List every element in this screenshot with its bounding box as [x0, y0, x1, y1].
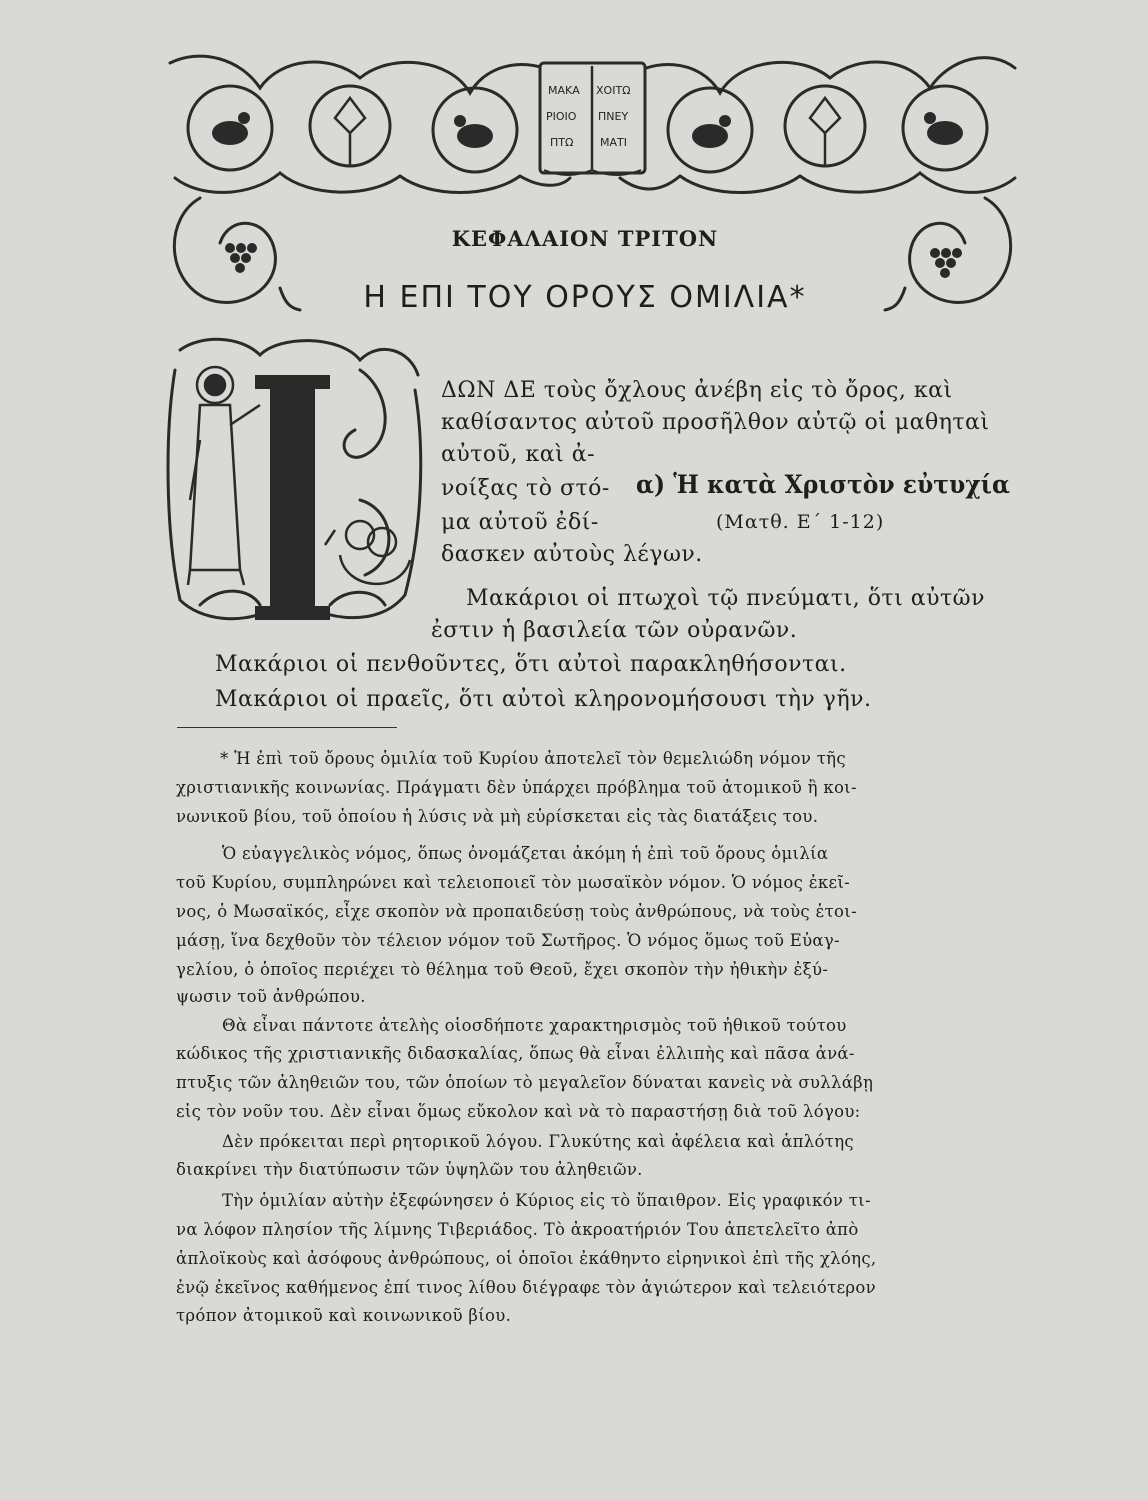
book-text-line-4: ΧΟΙΤΩ [596, 84, 631, 97]
footnote-line: τοῦ Κυρίου, συμπληρώνει καὶ τελειοποιεῖ τὸν μωσαϊκὸν νόμον. Ὁ νόμος ἐκεῖ- [176, 873, 850, 892]
footnote-line: ψωσιν τοῦ ἀνθρώπου. [176, 987, 366, 1006]
footnote-line: χριστιανικῆς κοινωνίας. Πράγματι δὲν ὑπάρχει πρόβλημα τοῦ ἀτομικοῦ ἢ κοι- [176, 778, 857, 797]
footnote-line: Δὲν πρόκειται περὶ ρητορικοῦ λόγου. Γλυκύτης καὶ ἀφέλεια καὶ ἁπλότης [222, 1132, 854, 1151]
book-text-line-1: ΜΑΚΑ [548, 84, 580, 97]
verse-line: Μακάριοι οἱ πραεῖς, ὅτι αὐτοὶ κληρονομήσουσι τὴν γῆν. [215, 687, 872, 712]
footnote-line: Ὁ εὐαγγελικὸς νόμος, ὅπως ὀνομάζεται ἀκόμη ἡ ἐπὶ τοῦ ὄρους ὁμιλία [222, 844, 829, 863]
verse-line: νοίξας τὸ στό- [441, 476, 610, 501]
footnote-line: Τὴν ὁμιλίαν αὐτὴν ἐξεφώνησεν ὁ Κύριος εἰς τὸ ὕπαιθρον. Εἰς γραφικόν τι- [222, 1191, 871, 1210]
verse-line: ΔΩΝ ΔΕ τοὺς ὄχλους ἀνέβη εἰς τὸ ὄρος, καὶ [441, 378, 953, 403]
footnote-line: διακρίνει τὴν διατύπωσιν τῶν ὑψηλῶν του ἀληθειῶν. [176, 1160, 643, 1179]
footnote-line: μάσῃ, ἵνα δεχθοῦν τὸν τέλειον νόμον τοῦ Σωτῆρος. Ὁ νόμος ὅμως τοῦ Εὐαγ- [176, 931, 840, 950]
footnote-line: τρόπον ἀτομικοῦ καὶ κοινωνικοῦ βίου. [176, 1306, 512, 1325]
footnote-line: * Ἡ ἐπὶ τοῦ ὄρους ὁμιλία τοῦ Κυρίου ἀποτελεῖ τὸν θεμελιώδη νόμον τῆς [220, 749, 846, 768]
book-text-line-6: ΜΑΤΙ [600, 136, 627, 149]
footnote-line: κώδικος τῆς χριστιανικῆς διδασκαλίας, ὅπως θὰ εἶναι ἐλλιπὴς καὶ πᾶσα ἀνά- [176, 1044, 855, 1063]
footnote-line: να λόφον πλησίον τῆς λίμνης Τιβεριάδος. Τὸ ἀκροατήριόν Του ἀπετελεῖτο ἀπὸ [176, 1220, 859, 1239]
book-text-line-5: ΠΝΕΥ [598, 110, 629, 123]
verse-line: δασκεν αὐτοὺς λέγων. [441, 542, 703, 567]
ornamental-header-frame [160, 48, 1025, 318]
book-text-line-3: ΠΤΩ [550, 136, 574, 149]
footnote-line: ἁπλοϊκοὺς καὶ ἀσόφους ἀνθρώπους, οἱ ὁποῖοι ἐκάθηντο εἰρηνικοὶ ἐπὶ τῆς χλόης, [176, 1249, 877, 1268]
footnote-line: εἰς τὸν νοῦν του. Δὲν εἶναι ὅμως εὔκολον καὶ νὰ τὸ παραστήσῃ διὰ τοῦ λόγου: [176, 1102, 861, 1121]
illuminated-initial-illustration [160, 330, 430, 630]
footnote-line: νος, ὁ Μωσαϊκός, εἶχε σκοπὸν νὰ προπαιδεύσῃ τοὺς ἀνθρώπους, νὰ τοὺς ἑτοι- [176, 902, 857, 921]
verse-line: καθίσαντος αὐτοῦ προσῆλθον αὐτῷ οἱ μαθηταὶ [441, 410, 990, 435]
subheading: α) Ἡ κατὰ Χριστὸν εὐτυχία [636, 470, 1011, 499]
section-title: Η ΕΠΙ ΤΟΥ ΟΡΟΥΣ ΟΜΙΛΙΑ* [363, 280, 807, 315]
footnote-divider [177, 727, 397, 728]
verse-line: ἐστιν ἡ βασιλεία τῶν οὐρανῶν. [431, 618, 798, 643]
footnote-line: νωνικοῦ βίου, τοῦ ὁποίου ἡ λύσις νὰ μὴ εὑρίσκεται εἰς τὰς διατάξεις του. [176, 807, 819, 826]
footnote-line: πτυξις τῶν ἀληθειῶν του, τῶν ὁποίων τὸ μεγαλεῖον δύναται κανεὶς νὰ συλλάβῃ [176, 1073, 874, 1092]
verse-line: μα αὐτοῦ ἐδί- [441, 510, 599, 535]
footnote-line: ἐνῷ ἐκεῖνος καθήμενος ἐπί τινος λίθου διέγραφε τὸν ἁγιώτερον καὶ τελειότερον [176, 1278, 876, 1297]
verse-line: Μακάριοι οἱ πτωχοὶ τῷ πνεύματι, ὅτι αὐτῶν [466, 586, 985, 611]
footnote-line: γελίου, ὁ ὁποῖος περιέχει τὸ θέλημα τοῦ Θεοῦ, ἔχει σκοπὸν τὴν ἠθικὴν ἐξύ- [176, 960, 829, 979]
scripture-reference: (Ματθ. Ε΄ 1-12) [716, 511, 885, 533]
chapter-title: ΚΕΦΑΛΑΙΟΝ ΤΡΙΤΟΝ [451, 226, 719, 251]
footnote-line: Θὰ εἶναι πάντοτε ἀτελὴς οἱοσδήποτε χαρακτηρισμὸς τοῦ ἠθικοῦ τούτου [222, 1016, 847, 1035]
book-text-line-2: ΡΙΟΙΟ [546, 110, 577, 123]
verse-line: αὐτοῦ, καὶ ἀ- [441, 442, 596, 467]
verse-line: Μακάριοι οἱ πενθοῦντες, ὅτι αὐτοὶ παρακληθήσονται. [215, 652, 847, 677]
